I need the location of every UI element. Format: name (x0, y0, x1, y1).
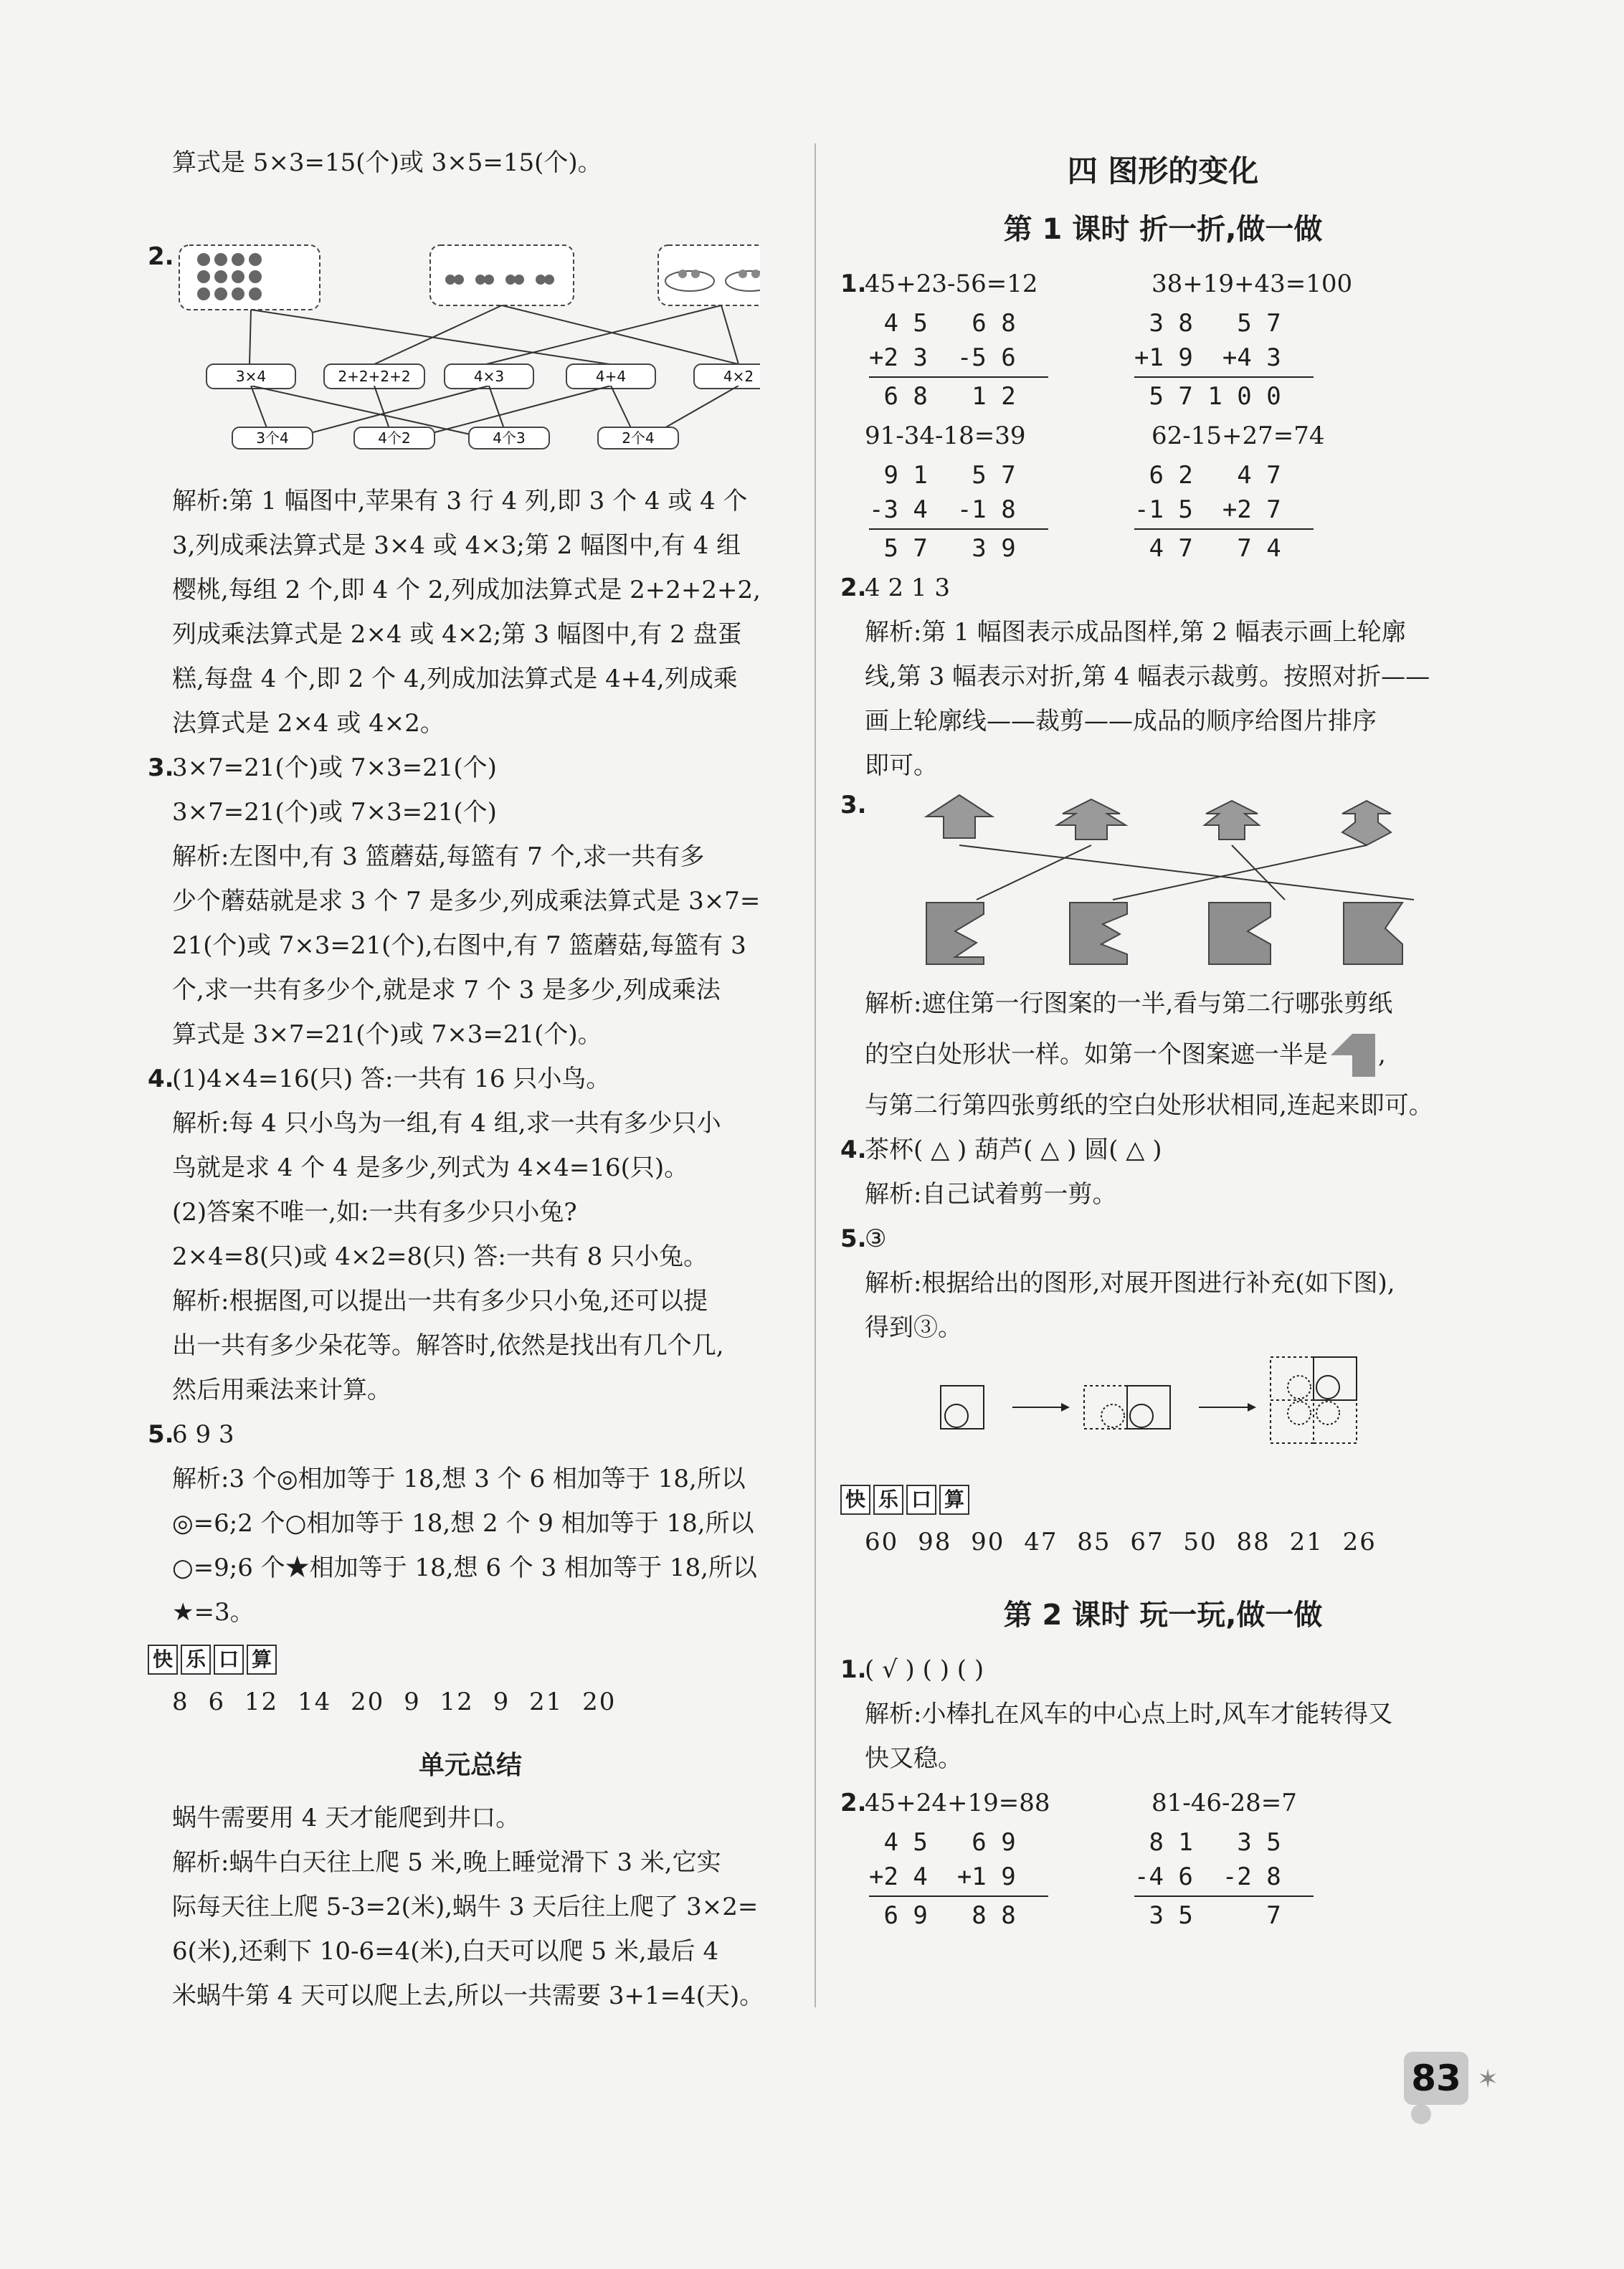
calc-row: -1 5 +2 7 (1134, 495, 1281, 524)
question-number: 5. (148, 1420, 174, 1449)
text-line: 21(个)或 7×3=21(个),右图中,有 7 篮蘑菇,每篮有 3 (172, 931, 746, 960)
badge-char: 口 (214, 1645, 244, 1675)
unfold-diagram (934, 1350, 1521, 1472)
vertical-calc-row (869, 306, 1486, 414)
text-line: 解析:小棒扎在风车的中心点上时,风车才能转得又 (865, 1700, 1393, 1728)
label-4x2: 4×2 (723, 368, 754, 385)
text-line: 解析:根据图,可以提出一共有多少只小兔,还可以提 (172, 1287, 708, 1316)
text-line: ★=3。 (172, 1598, 255, 1627)
kuaile-kousuan-badge (148, 1645, 793, 1675)
column-divider (815, 143, 816, 2007)
s-question-2 (840, 1781, 1486, 1933)
r-question-4 (840, 1128, 1486, 1217)
calc-row: 6 2 4 7 (1134, 461, 1281, 490)
unit-summary-title: 单元总结 (418, 1751, 522, 1780)
question-3 (148, 746, 793, 1057)
calc-row: 8 1 3 5 (1134, 1828, 1281, 1857)
text-line: 解析:根据给出的图形,对展开图进行补充(如下图), (865, 1269, 1395, 1298)
vertical-calc-row (869, 458, 1486, 566)
answer: 6 9 3 (172, 1420, 234, 1449)
vertical-calc (1134, 1825, 1314, 1933)
question-number: 1. (840, 270, 867, 298)
text-line: 际每天往上爬 5-3=2(米),蜗牛 3 天后往上爬了 3×2= (172, 1893, 759, 1921)
bottom-label-2: 4个2 (378, 429, 411, 447)
kousuan-answers: 60 98 90 47 85 67 50 88 21 26 (865, 1528, 1377, 1556)
r-question-1 (840, 262, 1486, 566)
vertical-calc (869, 306, 1048, 414)
vertical-calc-row (869, 1825, 1486, 1933)
question-2 (148, 185, 793, 414)
text-line: 列成乘法算式是 2×4 或 4×2;第 3 幅图中,有 2 盘蛋 (172, 620, 742, 649)
chapter-title: 四 图形的变化 (1067, 153, 1259, 189)
badge-char: 乐 (181, 1645, 211, 1675)
calc-row: 6 9 8 8 (869, 1901, 1016, 1930)
question-number: 2. (148, 242, 174, 271)
calc-row: 9 1 5 7 (869, 461, 1016, 490)
text-line: 少个蘑菇就是求 3 个 7 是多少,列成乘法算式是 3×7= (172, 887, 761, 915)
answer: 4 2 1 3 (865, 574, 950, 602)
question-number: 2. (840, 1789, 867, 1817)
page-dot (1411, 2104, 1431, 2124)
text-line: 快又稳。 (865, 1744, 962, 1773)
left-column (148, 141, 793, 2018)
question-number: 3. (840, 791, 867, 819)
equation: 38+19+43=100 (1151, 270, 1353, 298)
bottom-label-1: 3个4 (256, 429, 289, 447)
text-line: 6(米),还剩下 10-6=4(米),白天可以爬 5 米,最后 4 (172, 1937, 719, 1966)
equation: 81-46-28=7 (1151, 1789, 1297, 1817)
bottom-boxes (172, 386, 789, 450)
question-number: 2. (840, 574, 867, 602)
text-line: 解析:左图中,有 3 篮蘑菇,每篮有 7 个,求一共有多 (172, 842, 705, 871)
text-line: 解析:第 1 幅图表示成品图样,第 2 幅表示画上轮廓 (865, 618, 1406, 647)
badge-char: 快 (148, 1645, 178, 1675)
question-number: 1. (840, 1655, 867, 1684)
badge-char: 算 (247, 1645, 277, 1675)
kousuan-answers: 8 6 12 14 20 9 12 9 21 20 (172, 1688, 617, 1716)
calc-row: 3 5 7 (1134, 1901, 1281, 1930)
badge-char: 乐 (873, 1485, 903, 1515)
question-4 (148, 1057, 793, 1412)
r-question-5 (840, 1217, 1486, 1475)
equation: 62-15+27=74 (1151, 422, 1325, 450)
r3-explanation (840, 981, 1486, 1128)
text-line: 法算式是 2×4 或 4×2。 (172, 709, 445, 738)
matching-diagram (172, 185, 760, 414)
s-question-1 (840, 1647, 1486, 1781)
answer: 3×7=21(个)或 7×3=21(个) (172, 753, 497, 782)
answer: 2×4=8(只)或 4×2=8(只) 答:一共有 8 只小兔。 (172, 1242, 708, 1271)
lesson-1-title: 第 1 课时 折一折,做一做 (1003, 213, 1323, 246)
vertical-calc (869, 458, 1048, 566)
text-line: 算式是 3×7=21(个)或 7×3=21(个)。 (172, 1020, 602, 1049)
text-line: 樱桃,每组 2 个,即 4 个 2,列成加法算式是 2+2+2+2, (172, 576, 761, 604)
text-line: 解析:每 4 只小鸟为一组,有 4 组,求一共有多少只小 (172, 1109, 721, 1138)
answer: (1)4×4=16(只) 答:一共有 16 只小鸟。 (172, 1065, 611, 1093)
text-line: 得到③。 (865, 1313, 962, 1342)
calc-row: -3 4 -1 8 (869, 495, 1016, 524)
text-line: 的空白处形状一样。如第一个图案遮一半是 (865, 1040, 1328, 1069)
text-line: 解析:第 1 幅图中,苹果有 3 行 4 列,即 3 个 4 或 4 个 (172, 487, 748, 515)
calc-row: 4 7 7 4 (1134, 534, 1281, 563)
page-number: 83 (1404, 2052, 1468, 2105)
text-line: 解析:遮住第一行图案的一半,看与第二行哪张剪纸 (865, 989, 1393, 1018)
text-line: 即可。 (865, 751, 938, 780)
calc-row: 6 8 1 2 (869, 382, 1016, 411)
text-line: 解析:蜗牛白天往上爬 5 米,晚上睡觉滑下 3 米,它实 (172, 1848, 721, 1877)
label-2222: 2+2+2+2 (338, 368, 411, 385)
text-line: 解析:3 个◎相加等于 18,想 3 个 6 相加等于 18,所以 (172, 1465, 746, 1493)
calc-row: +1 9 +4 3 (1134, 343, 1281, 372)
right-column (840, 141, 1486, 1933)
vertical-calc (1134, 458, 1314, 566)
badge-char: 口 (906, 1485, 936, 1515)
text-line: 鸟就是求 4 个 4 是多少,列式为 4×4=16(只)。 (172, 1153, 689, 1182)
answer: 3×7=21(个)或 7×3=21(个) (172, 798, 497, 827)
question-number: 4. (148, 1065, 174, 1093)
text-line: 然后用乘法来计算。 (172, 1376, 391, 1404)
question-number: 4. (840, 1136, 867, 1164)
question-5 (148, 1412, 793, 1635)
equation: 45+24+19=88 (865, 1789, 1050, 1817)
text-line: 与第二行第四张剪纸的空白处形状相同,连起来即可。 (865, 1091, 1433, 1120)
q2-explanation (148, 479, 793, 746)
calc-row: 4 5 6 8 (869, 309, 1016, 338)
equation: 45+23-56=12 (865, 270, 1038, 298)
label-3x4: 3×4 (235, 368, 267, 385)
equation: 91-34-18=39 (865, 422, 1026, 450)
question-number: 5. (840, 1224, 867, 1253)
bottom-label-3: 4个3 (493, 429, 526, 447)
vertical-calc (1134, 306, 1314, 414)
text-line: 3,列成乘法算式是 3×4 或 4×3;第 2 幅图中,有 4 组 (172, 531, 741, 560)
paper-cut-matching (898, 788, 1486, 981)
text-line: 解析:自己试着剪一剪。 (865, 1180, 1117, 1209)
calc-row: 4 5 6 9 (869, 1828, 1016, 1857)
text-line: 线,第 3 幅表示对折,第 4 幅表示裁剪。按照对折—— (865, 662, 1430, 691)
calc-row: 5 7 1 0 0 (1134, 382, 1281, 411)
comma: , (1378, 1040, 1386, 1069)
text-line: ◎=6;2 个○相加等于 18,想 2 个 9 相加等于 18,所以 (172, 1509, 754, 1538)
calc-row: 3 8 5 7 (1134, 309, 1281, 338)
text-line: 个,求一共有多少个,就是求 7 个 3 是多少,列成乘法 (172, 976, 721, 1004)
r-question-2 (840, 566, 1486, 788)
label-4x3: 4×3 (473, 368, 505, 385)
bottom-label-4: 2个4 (622, 429, 655, 447)
text-line: 糕,每盘 4 个,即 2 个 4,列成加法算式是 4+4,列成乘 (172, 665, 738, 693)
text-line: ○=9;6 个★相加等于 18,想 6 个 3 相加等于 18,所以 (172, 1554, 757, 1582)
vertical-calc (869, 1825, 1048, 1933)
r-question-3 (840, 788, 1486, 981)
question-number: 3. (148, 753, 174, 782)
lesson-2-title: 第 2 课时 玩一玩,做一做 (1003, 1599, 1323, 1632)
text-line: 米蜗牛第 4 天可以爬上去,所以一共需要 3+1=4(天)。 (172, 1982, 764, 2010)
calc-row: +2 3 -5 6 (869, 343, 1016, 372)
calc-row: -4 6 -2 8 (1134, 1863, 1281, 1891)
calc-row: 5 7 3 9 (869, 534, 1016, 563)
text-line: 出一共有多少朵花等。解答时,依然是找出有几个几, (172, 1331, 724, 1360)
calc-row: +2 4 +1 9 (869, 1863, 1016, 1891)
answer: (2)答案不唯一,如:一共有多少只小兔? (172, 1198, 577, 1227)
badge-char: 快 (840, 1485, 870, 1515)
q2-bottom-row (148, 414, 793, 479)
answer: 蜗牛需要用 4 天才能爬到井口。 (172, 1804, 521, 1832)
answer-line: 算式是 5×3=15(个)或 3×5=15(个)。 (172, 148, 602, 177)
answer: ③ (865, 1224, 887, 1253)
badge-char: 算 (939, 1485, 969, 1515)
kuaile-kousuan-badge (840, 1485, 1486, 1515)
half-pattern-icon (1328, 1029, 1378, 1080)
label-44: 4+4 (595, 368, 627, 385)
answer: 茶杯( △ ) 葫芦( △ ) 圆( △ ) (865, 1136, 1162, 1164)
text-line: 画上轮廓线——裁剪——成品的顺序给图片排序 (865, 707, 1377, 736)
answer: ( √ ) ( ) ( ) (865, 1655, 984, 1684)
star-icon: ✶ (1477, 2065, 1499, 2094)
